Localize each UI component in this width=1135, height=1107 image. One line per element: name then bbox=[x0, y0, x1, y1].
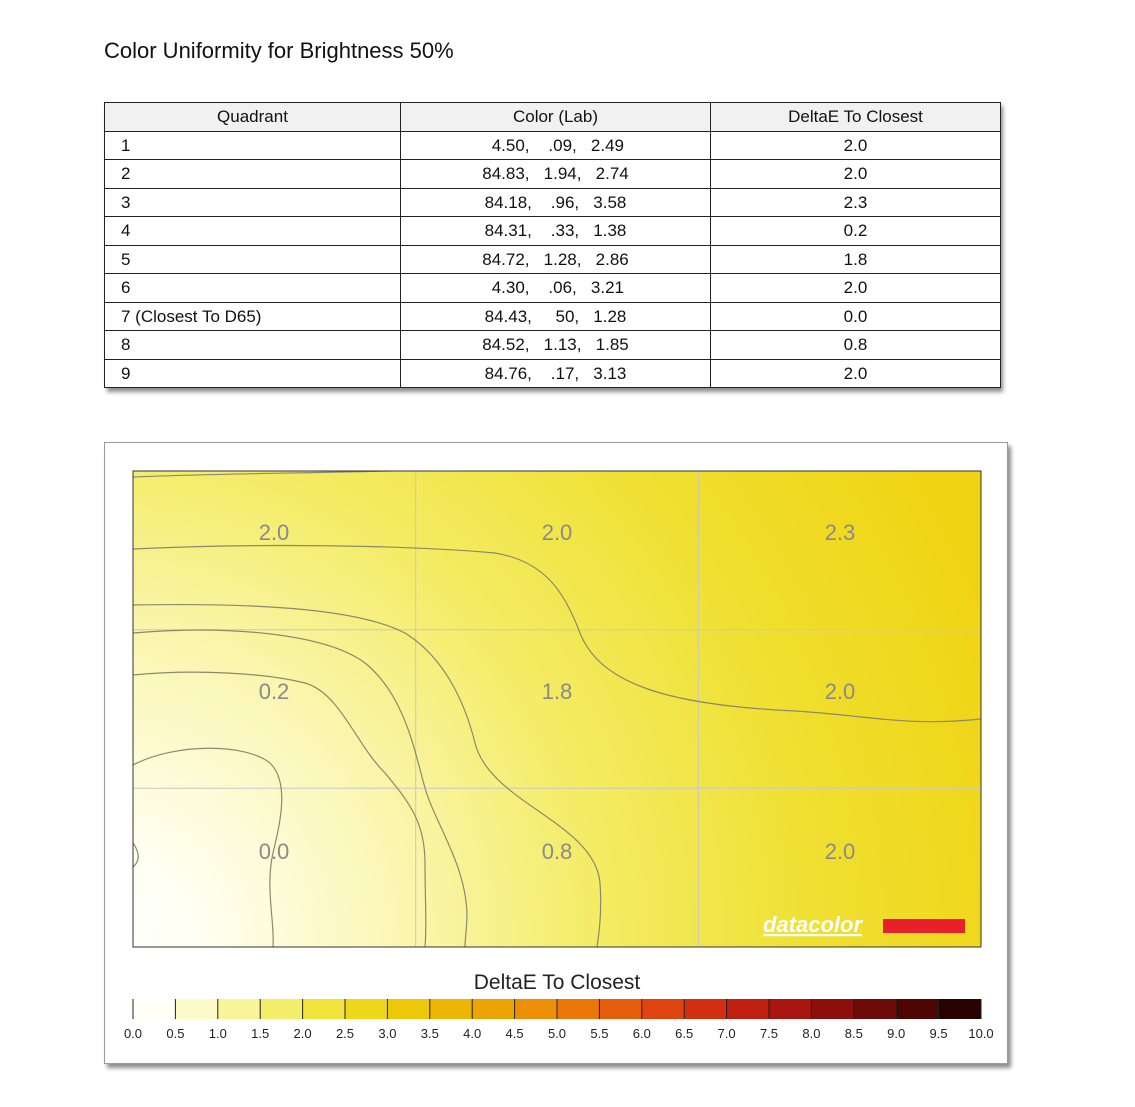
colorbar-tick-label: 1.5 bbox=[251, 1026, 270, 1041]
colorbar-swatch bbox=[557, 999, 600, 1019]
cell-deltae: 2.0 bbox=[711, 359, 1001, 388]
colorbar-tick-label: 3.0 bbox=[378, 1026, 397, 1041]
cell-lab: 4.30, .06, 3.21 bbox=[401, 274, 711, 303]
cell-label-r2c2: 1.8 bbox=[541, 679, 573, 704]
datacolor-logo-text: datacolor bbox=[763, 912, 863, 937]
cell-label-r1c2: 2.0 bbox=[541, 520, 573, 545]
cell-lab: 84.72, 1.28, 2.86 bbox=[401, 245, 711, 274]
table-header-row bbox=[105, 103, 1001, 132]
cell-quadrant: 7 (Closest To D65) bbox=[105, 302, 401, 331]
table-row bbox=[105, 331, 1001, 360]
cell-deltae: 1.8 bbox=[711, 245, 1001, 274]
table-row bbox=[105, 160, 1001, 189]
cell-label-r1c1: 2.0 bbox=[258, 520, 290, 545]
colorbar-tick-label: 3.5 bbox=[420, 1026, 439, 1041]
colorbar-tick-label: 2.5 bbox=[335, 1026, 355, 1041]
colorbar-swatch bbox=[303, 999, 346, 1019]
table-row bbox=[105, 359, 1001, 388]
cell-lab: 84.83, 1.94, 2.74 bbox=[401, 160, 711, 189]
colorbar-swatch bbox=[472, 999, 515, 1019]
colorbar-ticks bbox=[133, 999, 981, 1019]
cell-lab: 84.52, 1.13, 1.85 bbox=[401, 331, 711, 360]
cell-lab: 84.31, .33, 1.38 bbox=[401, 217, 711, 246]
cell-lab: 84.76, .17, 3.13 bbox=[401, 359, 711, 388]
colorbar-tick-label: 8.0 bbox=[802, 1026, 821, 1041]
cell-quadrant: 9 bbox=[105, 359, 401, 388]
cell-label-r3c1: 0.0 bbox=[258, 839, 290, 864]
colorbar-title: DeltaE To Closest bbox=[473, 971, 641, 994]
colorbar-swatch bbox=[854, 999, 897, 1019]
colorbar-swatch bbox=[387, 999, 430, 1019]
colorbar-tick-label: 6.5 bbox=[675, 1026, 694, 1041]
cell-label-r3c3: 2.0 bbox=[824, 839, 856, 864]
colorbar-tick-label: 9.0 bbox=[887, 1026, 906, 1041]
cell-deltae: 0.2 bbox=[711, 217, 1001, 246]
cell-deltae: 0.0 bbox=[711, 302, 1001, 331]
table-row bbox=[105, 188, 1001, 217]
colorbar-swatch bbox=[133, 999, 176, 1019]
colorbar-tick-label: 9.5 bbox=[929, 1026, 948, 1041]
colorbar-tick-label: 7.5 bbox=[759, 1026, 779, 1041]
cell-label-r3c2: 0.8 bbox=[541, 839, 573, 864]
colorbar-tick-label: 4.0 bbox=[463, 1026, 482, 1041]
cell-deltae: 0.8 bbox=[711, 331, 1001, 360]
colorbar-tick-label: 8.5 bbox=[844, 1026, 863, 1041]
heatmap-panel bbox=[104, 442, 1008, 1064]
colorbar-swatch bbox=[599, 999, 642, 1019]
colorbar-tick-label: 7.0 bbox=[717, 1026, 736, 1041]
header-deltae: DeltaE To Closest bbox=[711, 103, 1001, 132]
cell-quadrant: 3 bbox=[105, 188, 401, 217]
cell-quadrant: 8 bbox=[105, 331, 401, 360]
cell-label-r2c1: 0.2 bbox=[258, 679, 290, 704]
cell-quadrant: 5 bbox=[105, 245, 401, 274]
colorbar-swatch bbox=[345, 999, 388, 1019]
header-color-lab: Color (Lab) bbox=[401, 103, 711, 132]
table-row bbox=[105, 217, 1001, 246]
colorbar-tick-label: 10.0 bbox=[968, 1026, 994, 1041]
colorbar-tick-labels bbox=[124, 1026, 994, 1041]
uniformity-table-container bbox=[104, 102, 1000, 388]
uniformity-table bbox=[104, 102, 1001, 388]
table-row bbox=[105, 274, 1001, 303]
cell-label-r2c3: 2.0 bbox=[824, 679, 856, 704]
colorbar-swatch bbox=[642, 999, 685, 1019]
table-row bbox=[105, 245, 1001, 274]
colorbar-swatch bbox=[727, 999, 770, 1019]
cell-quadrant: 6 bbox=[105, 274, 401, 303]
colorbar-tick-label: 5.5 bbox=[590, 1026, 609, 1041]
colorbar-swatch bbox=[430, 999, 473, 1019]
colorbar-swatch bbox=[939, 999, 982, 1019]
page-title: Color Uniformity for Brightness 50% bbox=[104, 38, 454, 63]
table-row bbox=[105, 302, 1001, 331]
colorbar-swatch bbox=[811, 999, 854, 1019]
cell-deltae: 2.0 bbox=[711, 274, 1001, 303]
colorbar-tick-label: 0.5 bbox=[166, 1026, 185, 1041]
cell-quadrant: 4 bbox=[105, 217, 401, 246]
colorbar-swatch bbox=[218, 999, 261, 1019]
cell-lab: 84.43, 50, 1.28 bbox=[401, 302, 711, 331]
cell-quadrant: 2 bbox=[105, 160, 401, 189]
colorbar-swatch bbox=[260, 999, 303, 1019]
cell-deltae: 2.0 bbox=[711, 131, 1001, 160]
cell-lab: 4.50, .09, 2.49 bbox=[401, 131, 711, 160]
colorbar-swatch bbox=[175, 999, 218, 1019]
table-row bbox=[105, 131, 1001, 160]
cell-deltae: 2.3 bbox=[711, 188, 1001, 217]
colorbar-swatch bbox=[896, 999, 939, 1019]
heatmap-chart bbox=[105, 443, 1007, 1063]
colorbar-swatch bbox=[769, 999, 812, 1019]
colorbar-tick-label: 5.0 bbox=[547, 1026, 567, 1041]
colorbar-tick-label: 6.0 bbox=[632, 1026, 651, 1041]
header-quadrant: Quadrant bbox=[105, 103, 401, 132]
colorbar-tick-label: 2.0 bbox=[293, 1026, 312, 1041]
cell-lab: 84.18, .96, 3.58 bbox=[401, 188, 711, 217]
cell-label-r1c3: 2.3 bbox=[824, 520, 856, 545]
cell-deltae: 2.0 bbox=[711, 160, 1001, 189]
datacolor-logo-bar bbox=[883, 919, 965, 933]
colorbar-swatch bbox=[515, 999, 558, 1019]
cell-quadrant: 1 bbox=[105, 131, 401, 160]
colorbar-tick-label: 1.0 bbox=[208, 1026, 227, 1041]
colorbar-tick-label: 0.0 bbox=[123, 1026, 143, 1041]
colorbar-tick-label: 4.5 bbox=[505, 1026, 524, 1041]
colorbar-swatch bbox=[684, 999, 727, 1019]
